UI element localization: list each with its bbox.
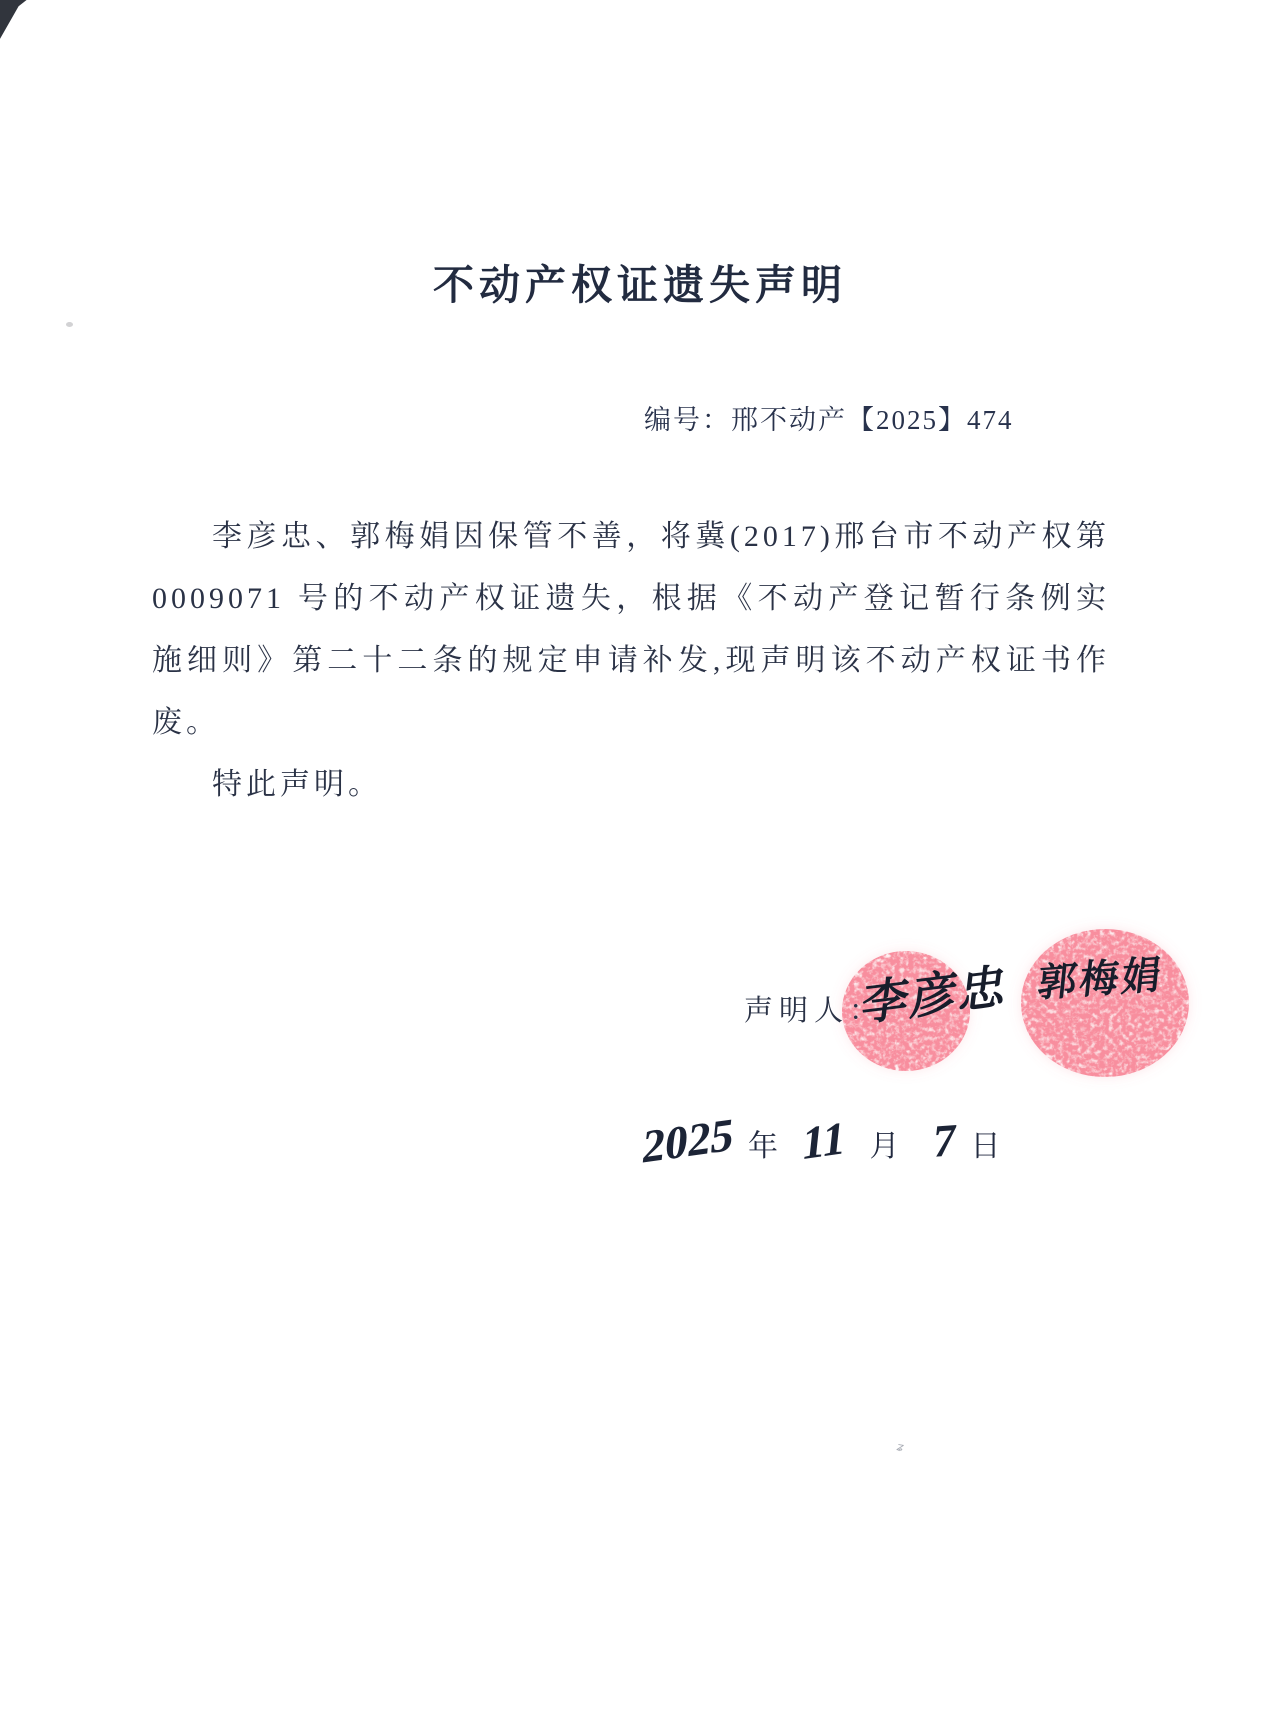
document-number-label: 编号： bbox=[644, 405, 731, 435]
date-day: 7 bbox=[930, 1113, 960, 1168]
scan-speck-artifact bbox=[66, 322, 73, 327]
date-month: 11 bbox=[799, 1111, 849, 1170]
date-month-unit: 月 bbox=[869, 1129, 900, 1163]
body-closing: 特此声明。 bbox=[212, 768, 382, 801]
date-year: 2025 bbox=[639, 1107, 737, 1174]
date-year-unit: 年 bbox=[748, 1129, 778, 1163]
date-day-unit: 日 bbox=[970, 1129, 1001, 1163]
scan-corner-artifact bbox=[0, 0, 42, 40]
stray-pen-mark: ᶽ bbox=[892, 1437, 908, 1463]
document-number-value: 邢不动产【2025】474 bbox=[731, 405, 1014, 435]
signature-signer2: 郭梅娟 bbox=[1035, 953, 1166, 1006]
signature-signer1: 李彦忠 bbox=[858, 960, 1012, 1032]
document-title: 不动产权证遗失声明 bbox=[433, 262, 847, 308]
body-paragraph: 李彦忠、郭梅娟因保管不善，将冀(2017)邢台市不动产权第0009071 号的不动产权证遗失，根据《不动产登记暂行条例实施细则》第二十二条的规定申请补发,现声明该不动产权证书作废。 bbox=[152, 520, 1110, 739]
date-line bbox=[639, 1107, 1001, 1174]
document-number-line bbox=[644, 398, 1014, 437]
document-body bbox=[152, 506, 1110, 816]
declarant-label: 声明人： bbox=[744, 995, 885, 1027]
